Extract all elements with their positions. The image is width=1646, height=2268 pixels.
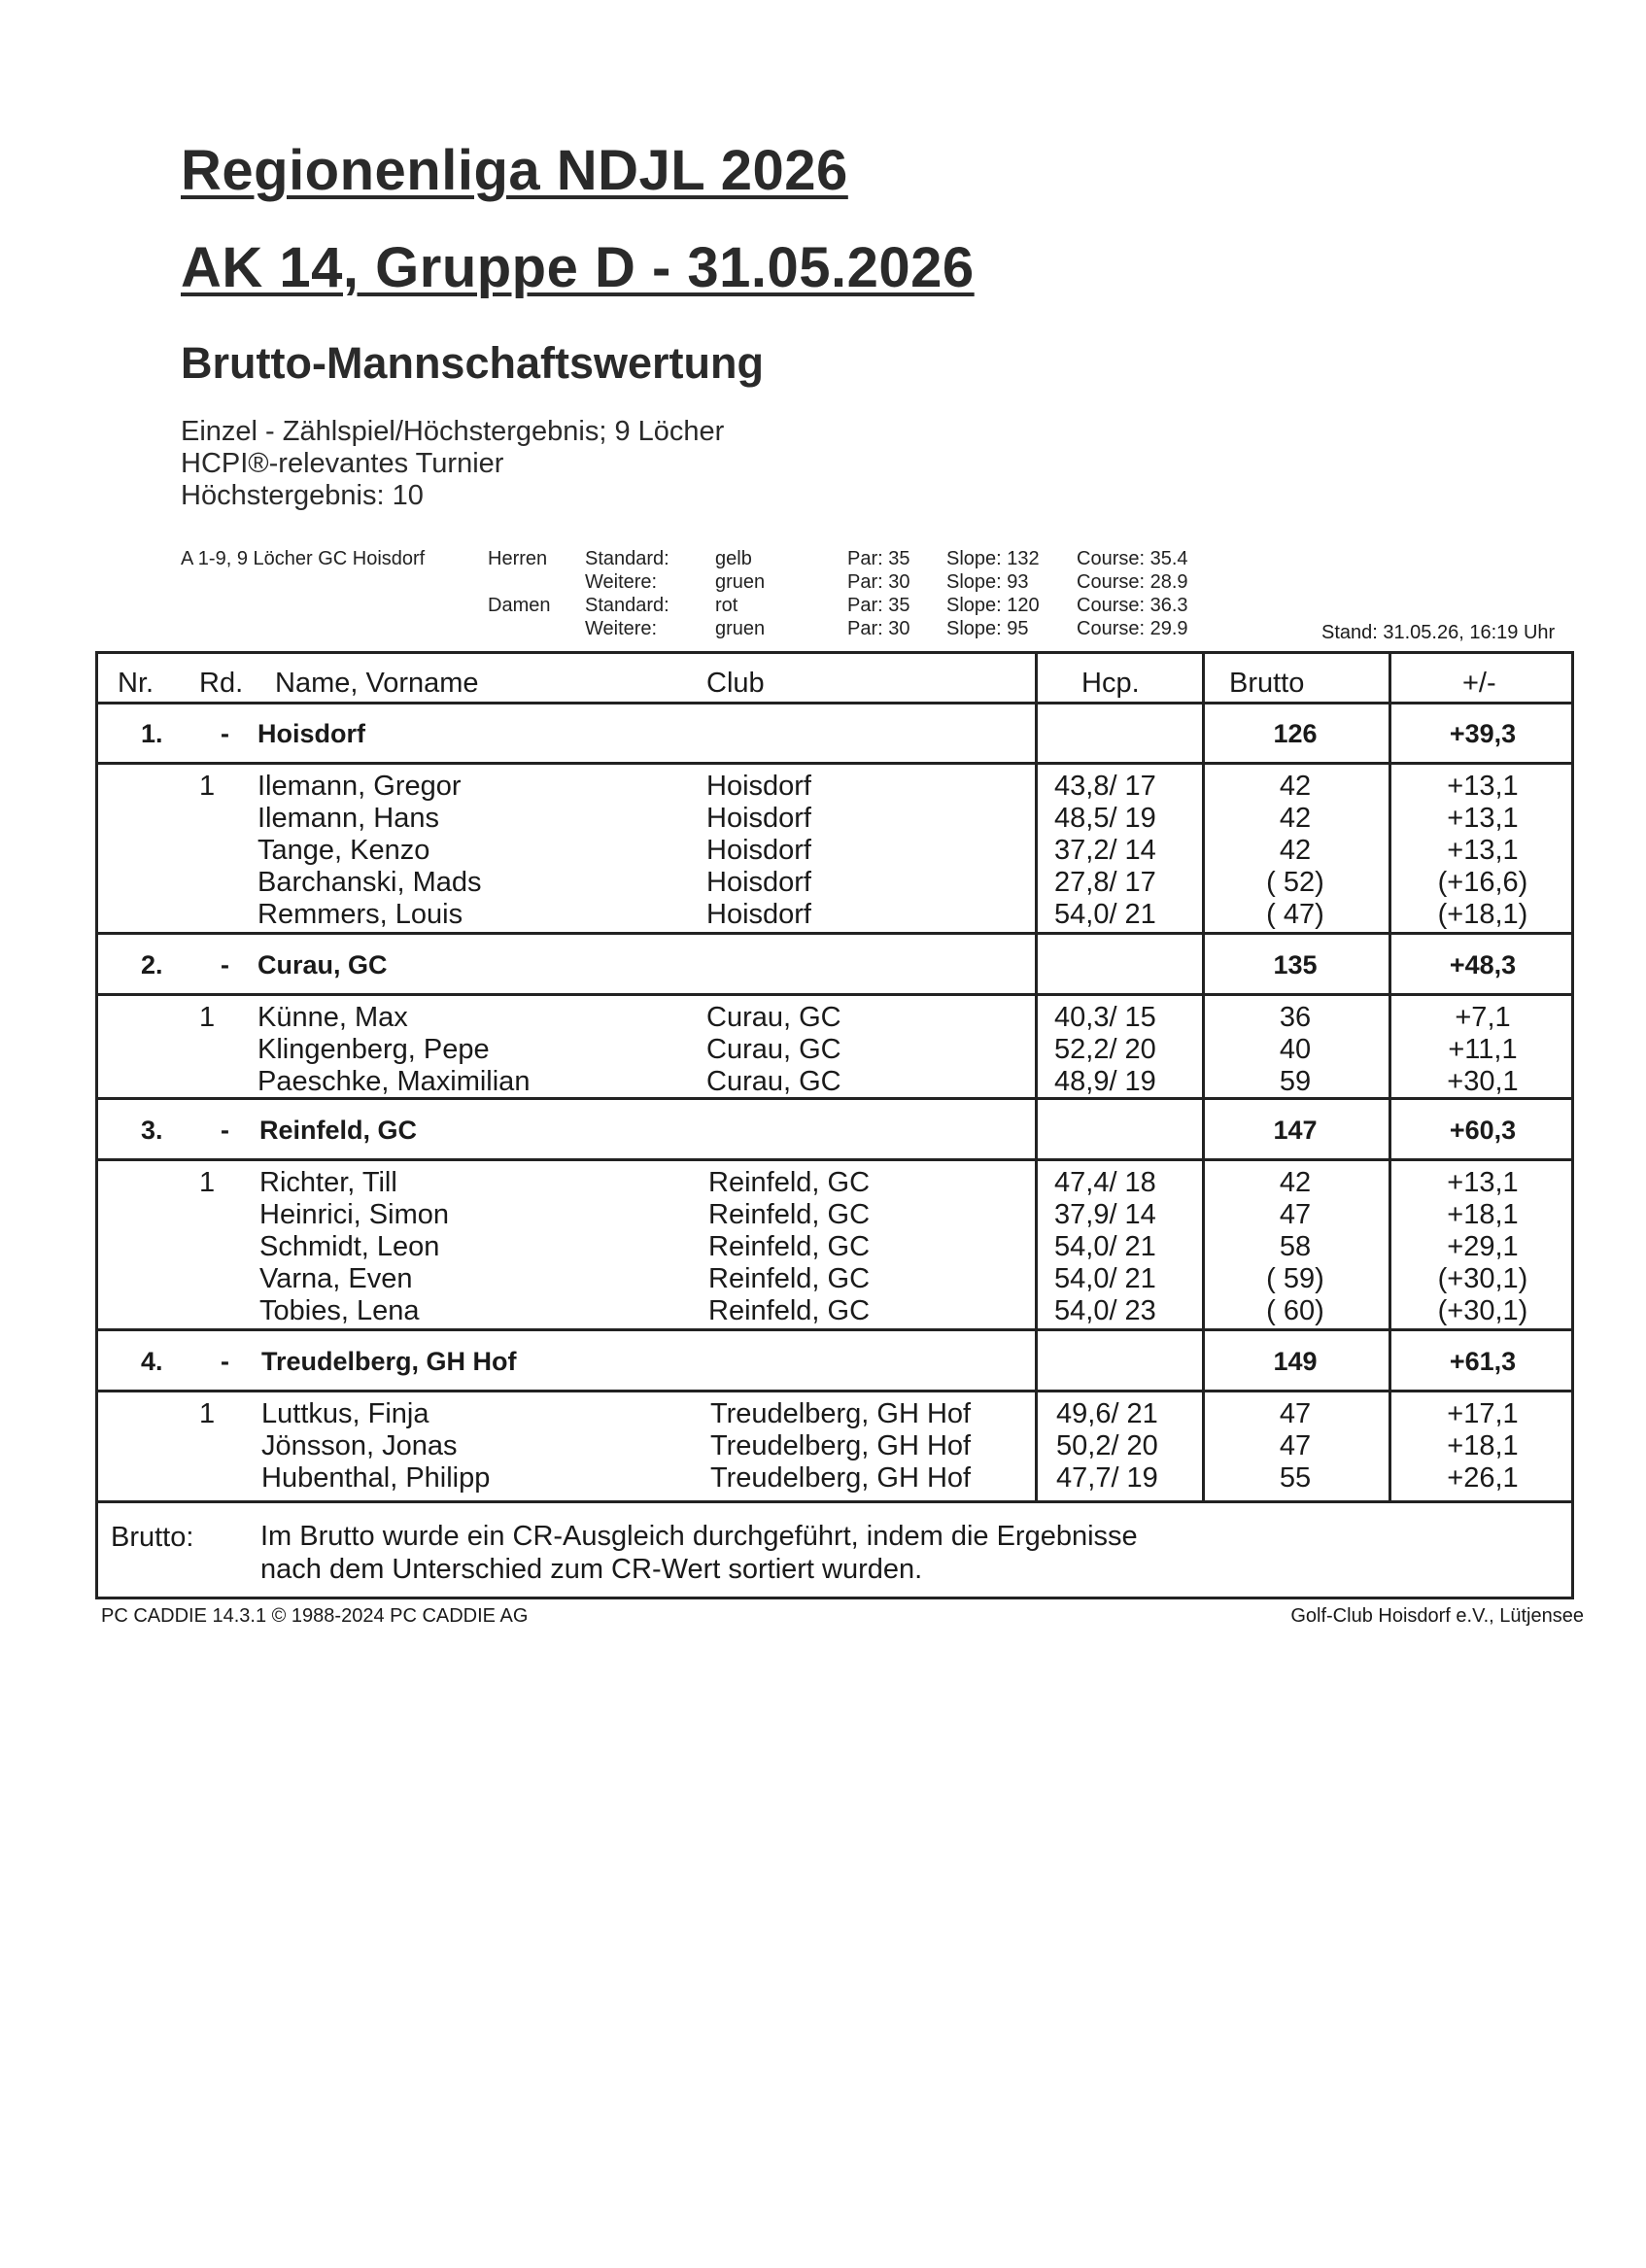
player-brutto: 47 bbox=[1279, 1199, 1312, 1230]
column-divider bbox=[1035, 654, 1038, 1500]
course-rating: Course: 35.4 bbox=[1077, 548, 1188, 569]
player-rd: 1 bbox=[199, 1167, 216, 1198]
info-line: Einzel - Zählspiel/Höchstergebnis; 9 Löcher bbox=[181, 416, 725, 447]
page-title: Regionenliga NDJL 2026 bbox=[181, 139, 848, 202]
course-slope: Slope: 132 bbox=[946, 548, 1040, 569]
player-diff: +30,1 bbox=[1447, 1066, 1519, 1097]
course-tee: gruen bbox=[715, 618, 766, 639]
player-name: Varna, Even bbox=[259, 1263, 413, 1294]
player-diff: +13,1 bbox=[1447, 835, 1519, 866]
player-hcp: 27,8/ 17 bbox=[1054, 867, 1156, 898]
course-group: Herren bbox=[488, 548, 548, 569]
row-divider bbox=[98, 932, 1571, 935]
note-label: Brutto: bbox=[111, 1522, 194, 1553]
player-hcp: 37,2/ 14 bbox=[1054, 835, 1156, 866]
course-tee: rot bbox=[715, 595, 738, 616]
player-diff: (+30,1) bbox=[1437, 1263, 1528, 1294]
course-rating: Course: 29.9 bbox=[1077, 618, 1188, 639]
player-diff: +11,1 bbox=[1448, 1034, 1518, 1065]
course-type: Standard: bbox=[585, 595, 669, 616]
note-text bbox=[260, 1520, 1232, 1586]
player-brutto: 36 bbox=[1279, 1002, 1312, 1033]
course-par: Par: 35 bbox=[847, 595, 910, 616]
course-slope: Slope: 120 bbox=[946, 595, 1040, 616]
team-name: Hoisdorf bbox=[257, 719, 365, 748]
player-hcp: 48,9/ 19 bbox=[1054, 1066, 1156, 1097]
player-brutto: 58 bbox=[1279, 1231, 1312, 1262]
course-par: Par: 30 bbox=[847, 618, 910, 639]
player-hcp: 43,8/ 17 bbox=[1054, 771, 1156, 802]
status-timestamp: Stand: 31.05.26, 16:19 Uhr bbox=[1321, 622, 1556, 643]
player-club: Hoisdorf bbox=[706, 867, 811, 898]
header-name: Name, Vorname bbox=[275, 668, 479, 699]
player-hcp: 47,7/ 19 bbox=[1056, 1462, 1158, 1494]
player-name: Heinrici, Simon bbox=[259, 1199, 449, 1230]
player-brutto: ( 47) bbox=[1266, 899, 1324, 930]
player-brutto: ( 59) bbox=[1266, 1263, 1324, 1294]
player-brutto: ( 52) bbox=[1266, 867, 1324, 898]
player-club: Reinfeld, GC bbox=[708, 1295, 871, 1326]
player-diff: (+16,6) bbox=[1437, 867, 1528, 898]
team-name: Curau, GC bbox=[257, 950, 388, 979]
player-diff: +13,1 bbox=[1447, 771, 1519, 802]
player-diff: +18,1 bbox=[1447, 1199, 1519, 1230]
player-brutto: 47 bbox=[1279, 1430, 1312, 1461]
player-name: Ilemann, Gregor bbox=[257, 771, 462, 802]
page-subtitle: AK 14, Gruppe D - 31.05.2026 bbox=[181, 236, 975, 299]
results-table bbox=[95, 651, 1574, 1599]
footer-left: PC CADDIE 14.3.1 © 1988-2024 PC CADDIE AG bbox=[101, 1605, 529, 1627]
player-name: Hubenthal, Philipp bbox=[261, 1462, 491, 1494]
team-rd: - bbox=[221, 719, 229, 748]
team-name: Reinfeld, GC bbox=[259, 1116, 418, 1145]
course-type: Weitere: bbox=[585, 618, 658, 639]
player-name: Klingenberg, Pepe bbox=[257, 1034, 490, 1065]
course-type: Standard: bbox=[585, 548, 669, 569]
player-club: Hoisdorf bbox=[706, 899, 811, 930]
player-hcp: 50,2/ 20 bbox=[1056, 1430, 1158, 1461]
team-brutto: 147 bbox=[1273, 1116, 1318, 1145]
player-hcp: 54,0/ 21 bbox=[1054, 1263, 1156, 1294]
player-club: Reinfeld, GC bbox=[708, 1263, 871, 1294]
player-brutto: 42 bbox=[1279, 771, 1312, 802]
header-divider bbox=[98, 702, 1571, 704]
player-club: Treudelberg, GH Hof bbox=[710, 1462, 972, 1494]
course-tee: gruen bbox=[715, 571, 766, 593]
player-name: Luttkus, Finja bbox=[261, 1398, 429, 1429]
team-brutto: 149 bbox=[1273, 1347, 1318, 1376]
team-name: Treudelberg, GH Hof bbox=[261, 1347, 517, 1376]
player-club: Reinfeld, GC bbox=[708, 1167, 871, 1198]
player-name: Schmidt, Leon bbox=[259, 1231, 440, 1262]
player-hcp: 54,0/ 21 bbox=[1054, 1231, 1156, 1262]
player-club: Hoisdorf bbox=[706, 771, 811, 802]
player-club: Curau, GC bbox=[706, 1002, 841, 1033]
player-brutto: 42 bbox=[1279, 803, 1312, 834]
team-rank: 4. bbox=[141, 1347, 163, 1376]
player-club: Hoisdorf bbox=[706, 803, 811, 834]
team-rd: - bbox=[221, 950, 229, 979]
row-divider bbox=[98, 993, 1571, 996]
player-club: Curau, GC bbox=[706, 1066, 841, 1097]
player-hcp: 47,4/ 18 bbox=[1054, 1167, 1156, 1198]
team-diff: +60,3 bbox=[1449, 1116, 1517, 1145]
header-nr: Nr. bbox=[118, 668, 154, 699]
player-hcp: 48,5/ 19 bbox=[1054, 803, 1156, 834]
header-diff: +/- bbox=[1462, 668, 1496, 699]
row-divider bbox=[98, 762, 1571, 765]
player-diff: (+18,1) bbox=[1437, 899, 1528, 930]
player-club: Curau, GC bbox=[706, 1034, 841, 1065]
header-rd: Rd. bbox=[199, 668, 244, 699]
player-name: Paeschke, Maximilian bbox=[257, 1066, 531, 1097]
player-diff: +13,1 bbox=[1447, 803, 1519, 834]
player-name: Tange, Kenzo bbox=[257, 835, 430, 866]
team-rank: 1. bbox=[141, 719, 163, 748]
player-club: Reinfeld, GC bbox=[708, 1231, 871, 1262]
player-rd: 1 bbox=[199, 1002, 216, 1033]
course-rating: Course: 28.9 bbox=[1077, 571, 1188, 593]
player-brutto: 47 bbox=[1279, 1398, 1312, 1429]
player-diff: +29,1 bbox=[1447, 1231, 1519, 1262]
player-diff: +7,1 bbox=[1455, 1002, 1511, 1033]
player-diff: (+30,1) bbox=[1437, 1295, 1528, 1326]
player-brutto: 55 bbox=[1279, 1462, 1312, 1494]
row-divider bbox=[98, 1158, 1571, 1161]
player-name: Jönsson, Jonas bbox=[261, 1430, 458, 1461]
course-tee: gelb bbox=[715, 548, 752, 569]
team-rd: - bbox=[221, 1116, 229, 1145]
course-group: Damen bbox=[488, 595, 551, 616]
info-line: Höchstergebnis: 10 bbox=[181, 480, 424, 511]
player-club: Treudelberg, GH Hof bbox=[710, 1430, 972, 1461]
player-brutto: 40 bbox=[1279, 1034, 1312, 1065]
team-rank: 2. bbox=[141, 950, 163, 979]
player-hcp: 40,3/ 15 bbox=[1054, 1002, 1156, 1033]
course-type: Weitere: bbox=[585, 571, 658, 593]
player-brutto: 42 bbox=[1279, 1167, 1312, 1198]
note-line: Im Brutto wurde ein CR-Ausgleich durchgeführt, indem die Ergebnisse bbox=[260, 1521, 1138, 1552]
player-diff: +13,1 bbox=[1447, 1167, 1519, 1198]
player-club: Treudelberg, GH Hof bbox=[710, 1398, 972, 1429]
player-name: Künne, Max bbox=[257, 1002, 408, 1033]
course-par: Par: 35 bbox=[847, 548, 910, 569]
player-hcp: 54,0/ 21 bbox=[1054, 899, 1156, 930]
row-divider bbox=[98, 1097, 1571, 1100]
player-brutto: 59 bbox=[1279, 1066, 1312, 1097]
course-name: A 1-9, 9 Löcher GC Hoisdorf bbox=[181, 548, 426, 569]
info-line: HCPI®-relevantes Turnier bbox=[181, 448, 504, 479]
player-brutto: ( 60) bbox=[1266, 1295, 1324, 1326]
header-brutto: Brutto bbox=[1229, 668, 1305, 699]
team-rd: - bbox=[221, 1347, 229, 1376]
player-brutto: 42 bbox=[1279, 835, 1312, 866]
course-slope: Slope: 93 bbox=[946, 571, 1029, 593]
player-club: Hoisdorf bbox=[706, 835, 811, 866]
player-diff: +26,1 bbox=[1447, 1462, 1519, 1494]
course-slope: Slope: 95 bbox=[946, 618, 1029, 639]
section-heading: Brutto-Mannschaftswertung bbox=[181, 338, 764, 388]
team-diff: +61,3 bbox=[1449, 1347, 1517, 1376]
row-divider bbox=[98, 1390, 1571, 1392]
course-par: Par: 30 bbox=[847, 571, 910, 593]
player-rd: 1 bbox=[199, 1398, 216, 1429]
player-diff: +17,1 bbox=[1447, 1398, 1519, 1429]
player-name: Tobies, Lena bbox=[259, 1295, 420, 1326]
team-brutto: 135 bbox=[1273, 950, 1318, 979]
player-rd: 1 bbox=[199, 771, 216, 802]
team-rank: 3. bbox=[141, 1116, 163, 1145]
player-club: Reinfeld, GC bbox=[708, 1199, 871, 1230]
player-name: Ilemann, Hans bbox=[257, 803, 439, 834]
footer-right: Golf-Club Hoisdorf e.V., Lütjensee bbox=[1290, 1605, 1584, 1627]
player-hcp: 54,0/ 23 bbox=[1054, 1295, 1156, 1326]
header-hcp: Hcp. bbox=[1081, 668, 1140, 699]
team-brutto: 126 bbox=[1273, 719, 1318, 748]
course-rating: Course: 36.3 bbox=[1077, 595, 1188, 616]
row-divider bbox=[98, 1328, 1571, 1331]
team-diff: +39,3 bbox=[1449, 719, 1517, 748]
player-diff: +18,1 bbox=[1447, 1430, 1519, 1461]
player-hcp: 52,2/ 20 bbox=[1054, 1034, 1156, 1065]
header-club: Club bbox=[706, 668, 765, 699]
team-diff: +48,3 bbox=[1449, 950, 1517, 979]
player-name: Remmers, Louis bbox=[257, 899, 463, 930]
player-name: Barchanski, Mads bbox=[257, 867, 482, 898]
row-divider bbox=[98, 1500, 1571, 1503]
player-name: Richter, Till bbox=[259, 1167, 397, 1198]
player-hcp: 37,9/ 14 bbox=[1054, 1199, 1156, 1230]
player-hcp: 49,6/ 21 bbox=[1056, 1398, 1158, 1429]
note-line: nach dem Unterschied zum CR-Wert sortiert wurden. bbox=[260, 1554, 923, 1585]
